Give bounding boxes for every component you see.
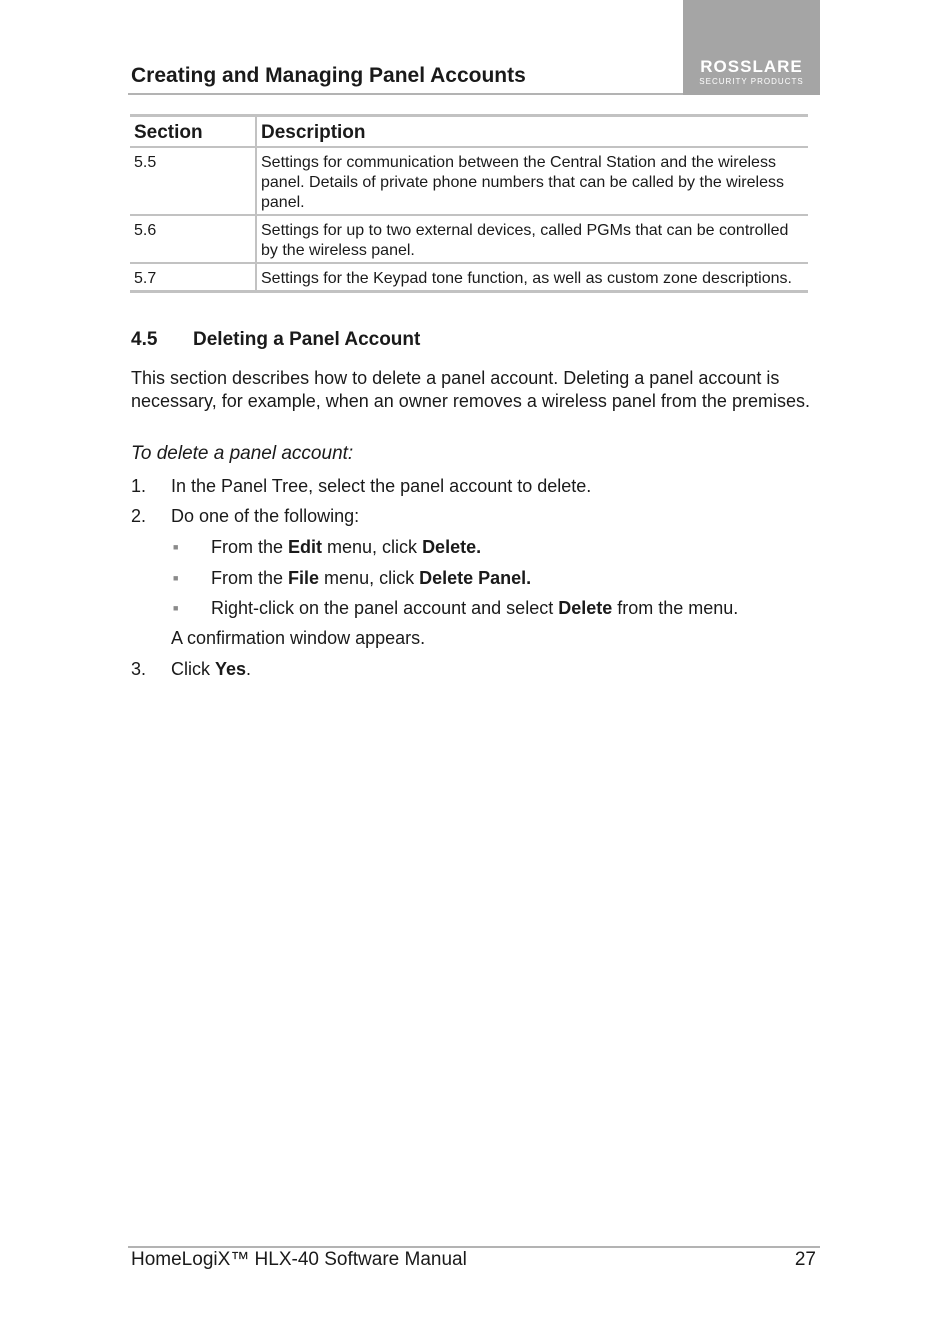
square-bullet-icon: ■: [173, 542, 179, 552]
rosslare-logo: [683, 0, 820, 95]
page-header-title: Creating and Managing Panel Accounts: [131, 64, 526, 87]
option-text: from the menu.: [612, 598, 739, 618]
step-2: [131, 505, 359, 528]
step-number: 2.: [131, 506, 147, 526]
section-title: Deleting a Panel Account: [193, 329, 421, 350]
option-text: Right-click on the panel account and select: [211, 598, 559, 618]
table-row: [130, 215, 808, 263]
intro-paragraph: This section describes how to delete a panel account. Deleting a panel account is necessary, for example, when an owner removes a wireless panel from the premises.: [131, 368, 810, 411]
step-text: Do one of the following:: [171, 506, 360, 526]
button-name-yes: Yes: [215, 659, 247, 679]
step-number: 3.: [131, 659, 147, 679]
row-description: Settings for up to two external devices, called PGMs that can be controlled by the wireless panel.: [256, 215, 808, 263]
option-edit-menu: [171, 536, 481, 559]
procedure-title: To delete a panel account:: [131, 443, 354, 464]
column-header-section: Section: [130, 116, 256, 148]
step-3: [131, 658, 251, 681]
option-text: menu, click: [322, 537, 423, 557]
option-text: From the: [211, 537, 289, 557]
command-delete-panel: Delete Panel.: [419, 568, 532, 588]
table-header-row: [130, 116, 808, 148]
logo-tagline: SECURITY PRODUCTS: [699, 77, 804, 86]
column-header-description: Description: [256, 116, 808, 148]
square-bullet-icon: ■: [173, 603, 179, 613]
row-section-number: 5.5: [130, 147, 256, 215]
command-delete: Delete: [558, 598, 613, 618]
option-text: From the: [211, 568, 289, 588]
section-heading: [131, 329, 420, 351]
row-section-number: 5.7: [130, 263, 256, 292]
step-1: [131, 475, 591, 498]
command-delete: Delete.: [422, 537, 482, 557]
footer-divider: [128, 1246, 820, 1248]
row-description: Settings for communication between the Central Station and the wireless panel. Details of private phone numbers that can be called by the wireless panel.: [256, 147, 808, 215]
confirmation-note: A confirmation window appears.: [171, 628, 426, 648]
step-number: 1.: [131, 476, 147, 496]
option-right-click: [171, 597, 738, 620]
section-number: 4.5: [131, 329, 158, 350]
sections-table: [130, 114, 808, 293]
step-text: .: [246, 659, 252, 679]
option-text: menu, click: [319, 568, 420, 588]
page-number: 27: [794, 1249, 816, 1270]
step-text: In the Panel Tree, select the panel account to delete.: [171, 476, 592, 496]
footer-manual-title: HomeLogiX™ HLX-40 Software Manual: [131, 1249, 467, 1270]
menu-name-file: File: [288, 568, 320, 588]
square-bullet-icon: ■: [173, 573, 179, 583]
menu-name-edit: Edit: [288, 537, 323, 557]
option-file-menu: [171, 567, 531, 590]
row-section-number: 5.6: [130, 215, 256, 263]
table-row: [130, 263, 808, 292]
row-description: Settings for the Keypad tone function, as well as custom zone descriptions.: [256, 263, 808, 292]
logo-wordmark: ROSSLARE: [700, 57, 803, 76]
table-row: [130, 147, 808, 215]
step-text: Click: [171, 659, 215, 679]
